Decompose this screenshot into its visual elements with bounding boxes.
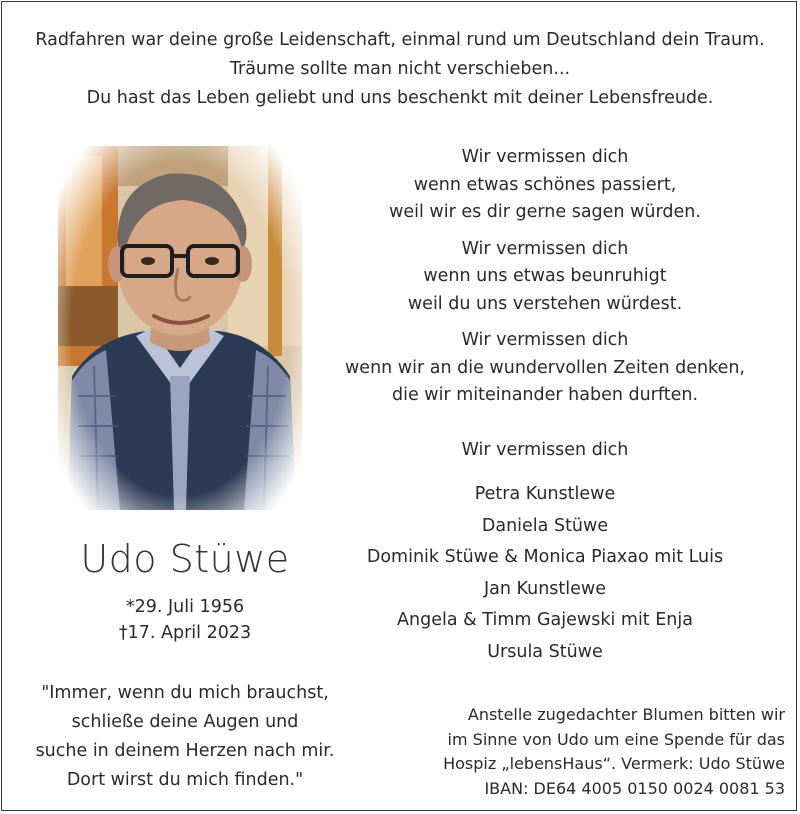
mourners-list — [330, 479, 760, 668]
donation-line: im Sinne von Udo um eine Spende für das — [447, 729, 785, 749]
intro-line: Radfahren war deine große Leidenschaft, einmal rund um Deutschland dein Traum. — [35, 30, 765, 50]
mourner-name: Angela & Timm Gajewski mit Enja — [397, 610, 693, 630]
poem-line: weil du uns verstehen würdest. — [407, 293, 683, 314]
intro-text — [0, 26, 800, 113]
donation-line: Anstelle zugedachter Blumen bitten wir — [467, 705, 785, 724]
poem-line: weil wir es dir gerne sagen würden. — [389, 202, 701, 222]
poem-stanza — [330, 327, 760, 410]
quote-line: Dort wirst du mich finden." — [66, 770, 304, 790]
portrait-photo — [58, 146, 302, 510]
poem-line: wenn wir an die wundervollen Zeiten denken, — [344, 357, 745, 378]
poem-line: die wir miteinander haben durften. — [391, 385, 699, 405]
poem-stanza — [330, 236, 760, 319]
mourner-name: Ursula Stüwe — [487, 641, 603, 662]
poem-line: wenn etwas schönes passiert, — [413, 174, 677, 195]
intro-line: Du hast das Leben geliebt und uns beschenkt mit deiner Lebensfreude. — [86, 88, 714, 108]
birth-date: *29. Juli 1956 — [125, 597, 245, 617]
poem-line: Wir vermissen dich — [461, 147, 629, 167]
poem-closing: Wir vermissen dich — [461, 440, 629, 460]
donation-note — [400, 703, 785, 801]
mourner-name: Jan Kunstlewe — [483, 578, 606, 599]
donation-line: Hospiz „lebensHaus“. Vermerk: Udo Stüwe — [443, 754, 785, 773]
mourner-name: Dominik Stüwe & Monica Piaxao mit Luis — [366, 547, 724, 567]
poem-stanza — [330, 144, 760, 227]
death-date: †17. April 2023 — [118, 623, 252, 643]
poem-line: Wir vermissen dich — [461, 330, 629, 350]
iban-line: IBAN: DE64 4005 0150 0024 0081 53 — [484, 778, 785, 798]
memorial-quote — [15, 679, 355, 795]
quote-line: schließe deine Augen und — [71, 712, 299, 732]
deceased-name: Udo Stüwe — [80, 537, 290, 581]
life-dates — [40, 594, 330, 646]
mourner-name: Daniela Stüwe — [481, 515, 609, 536]
quote-line: suche in deinem Herzen nach mir. — [35, 741, 335, 761]
intro-line: Träume sollte man nicht verschieben... — [229, 59, 571, 79]
mourner-name: Petra Kunstlewe — [474, 484, 616, 504]
poem-line: Wir vermissen dich — [461, 238, 629, 259]
quote-line: "Immer, wenn du mich brauchst, — [41, 683, 329, 703]
poem — [330, 144, 760, 419]
poem-line: wenn uns etwas beunruhigt — [423, 266, 667, 286]
